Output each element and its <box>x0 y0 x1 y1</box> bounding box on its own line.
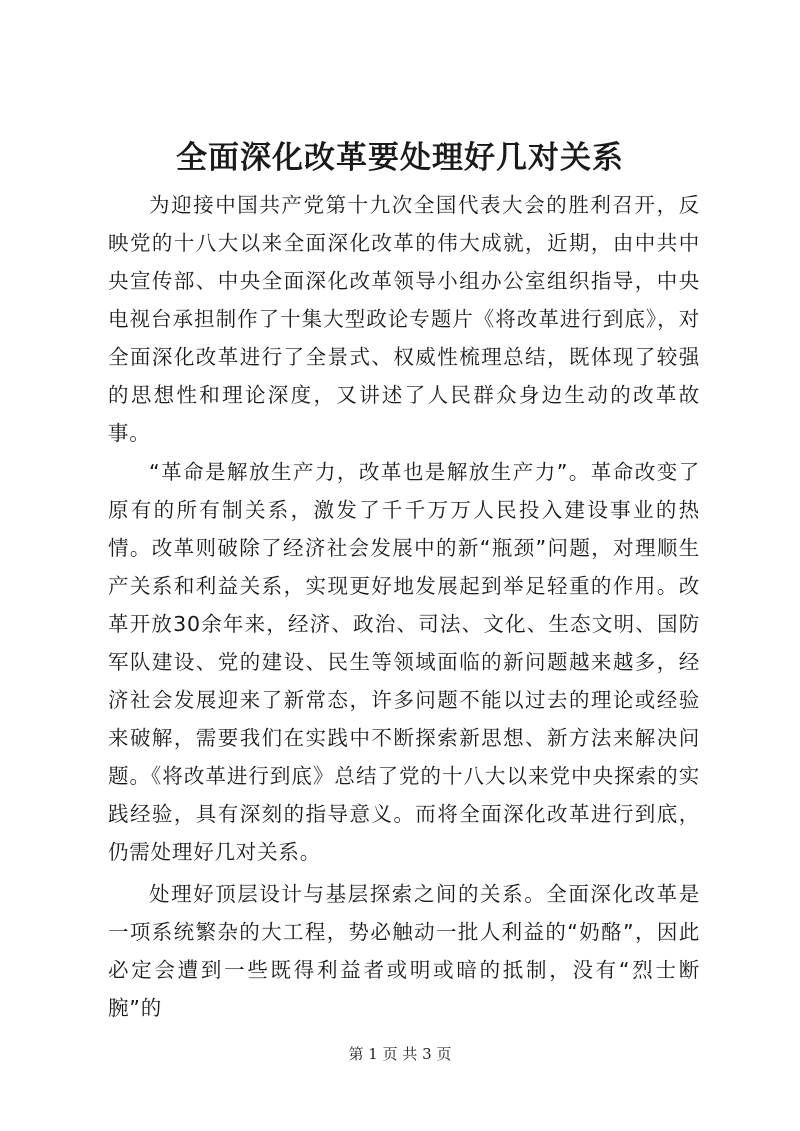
document-body <box>108 186 700 1027</box>
paragraph: “革命是解放生产力，改革也是解放生产力”。革命改变了原有的所有制关系，激发了千千万万人民投入建设事业的热情。改革则破除了经济社会发展中的新“瓶颈”问题，对理顺生产关系和利益关系，实现更好地发展起到举足轻重的作用。改革开放30余年来，经济、政治、司法、文化、生态文明、国防军队建设、党的建设、民生等领域面临的新问题越来越多，经济社会发展迎来了新常态，许多问题不能以过去的理论或经验来破解，需要我们在实践中不断探索新思想、新方法来解决问题。《将改革进行到底》总结了党的十八大以来党中央探索的实践经验，具有深刻的指导意义。而将全面深化改革进行到底，仍需处理好几对关系。 <box>108 460 700 864</box>
page-number-footer: 第 1 页 共 3 页 <box>348 1045 452 1063</box>
paragraph: 处理好顶层设计与基层探索之间的关系。全面深化改革是一项系统繁杂的大工程，势必触动一批人利益的“奶酪”，因此必定会遭到一些既得利益者或明或暗的抵制，没有“烈士断腕”的 <box>108 882 700 1020</box>
document-title: 全面深化改革要处理好几对关系 <box>176 140 624 176</box>
paragraph: 为迎接中国共产党第十九次全国代表大会的胜利召开，反映党的十八大以来全面深化改革的伟大成就，近期，由中共中央宣传部、中央全面深化改革领导小组办公室组织指导，中央电视台承担制作了十集大型政论专题片《将改革进行到底》，对全面深化改革进行了全景式、权威性梳理总结，既体现了较强的思想性和理论深度，又讲述了人民群众身边生动的改革故事。 <box>108 193 700 445</box>
